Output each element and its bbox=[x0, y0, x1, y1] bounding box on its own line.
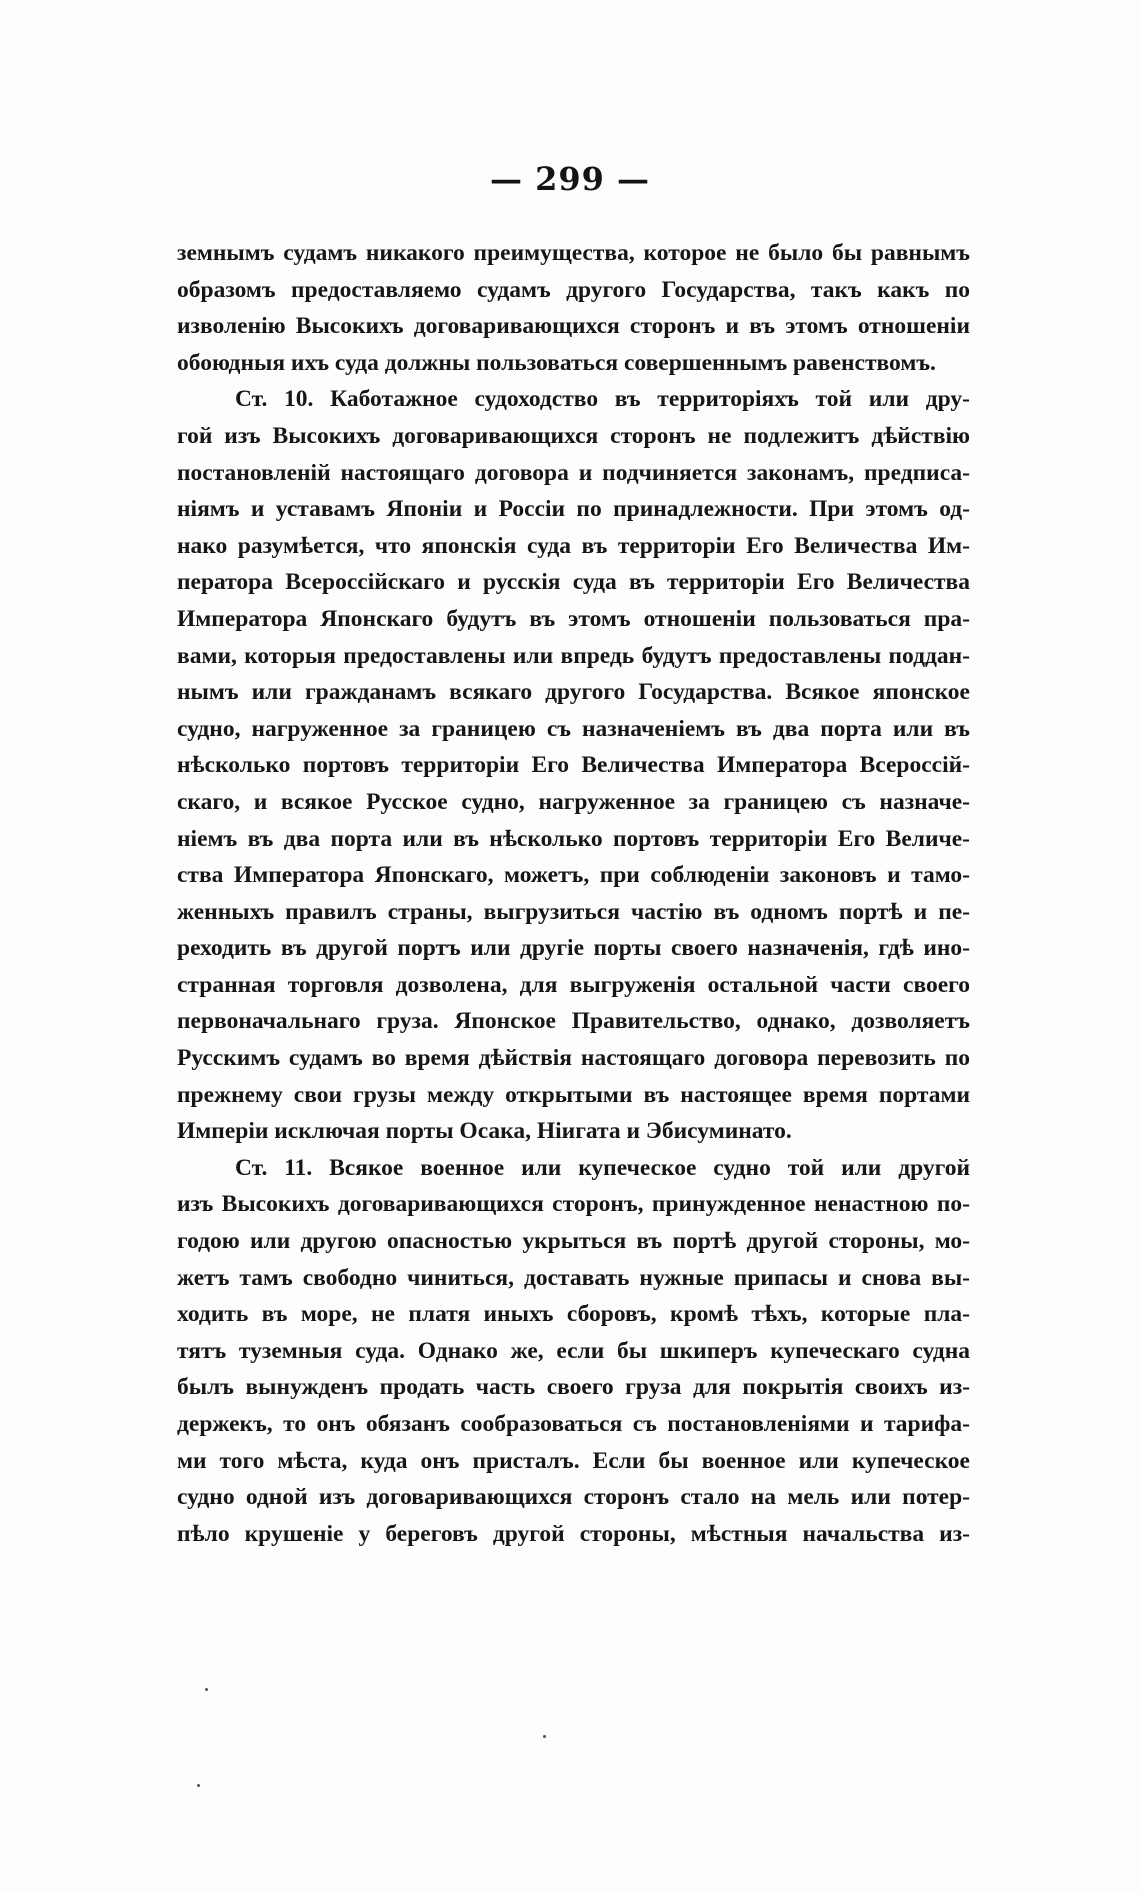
text-line: изволенію Высокихъ договаривающихся сторонъ и въ этомъ отношеніи bbox=[177, 313, 970, 340]
text-line: годою или другою опасностью укрыться въ портѣ другой стороны, мо- bbox=[177, 1228, 970, 1255]
text-line: держекъ, то онъ обязанъ сообразоваться съ постановленіями и тарифа- bbox=[177, 1411, 970, 1437]
text-line: былъ вынужденъ продать часть своего груза для покрытія своихъ из- bbox=[177, 1374, 970, 1401]
scan-speck bbox=[197, 1784, 200, 1787]
text-line: тятъ туземныя суда. Однако же, если бы шкиперъ купеческаго судна bbox=[177, 1337, 970, 1364]
body-text bbox=[177, 235, 970, 1552]
text-line: Русскимъ судамъ во время дѣйствія настоящаго договора перевозить по bbox=[177, 1045, 970, 1072]
text-line: ходить въ море, не платя иныхъ сборовъ, кромѣ тѣхъ, которые пла- bbox=[177, 1301, 970, 1328]
text-line: прежнему свои грузы между открытыми въ настоящее время портами bbox=[177, 1081, 970, 1108]
text-line: вами, которыя предоставлены или впредь будутъ предоставлены поддан- bbox=[177, 642, 970, 669]
text-line: судно, нагруженное за границею съ назначеніемъ въ два порта или въ bbox=[177, 715, 970, 742]
text-line: странная торговля дозволена, для выгруженія остальной части своего bbox=[177, 971, 970, 998]
text-line: образомъ предоставляемо судамъ другого Государства, такъ какъ по bbox=[177, 276, 970, 303]
text-line: Имперіи исключая порты Осака, Ніигата и Эбисуминато. bbox=[177, 1118, 792, 1145]
page-number: — 299 — bbox=[489, 160, 651, 198]
text-line: судно одной изъ договаривающихся сторонъ стало на мель или потер- bbox=[177, 1484, 970, 1511]
article-11-heading-line: Ст. 11. Всякое военное или купеческое судно той или другой bbox=[235, 1154, 970, 1181]
text-line: нако разумѣется, что японскія суда въ территоріи Его Величества Им- bbox=[177, 532, 970, 559]
text-line: земнымъ судамъ никакого преимущества, которое не было бы равнымъ bbox=[177, 240, 970, 266]
text-line: постановленій настоящаго договора и подчиняется законамъ, предписа- bbox=[177, 459, 970, 486]
text-line: ніемъ въ два порта или въ нѣсколько портовъ территоріи Его Величе- bbox=[177, 825, 970, 852]
text-line: изъ Высокихъ договаривающихся сторонъ, принужденное ненастною по- bbox=[177, 1191, 970, 1218]
text-line: ніямъ и уставамъ Японіи и Россіи по принадлежности. При этомъ од- bbox=[177, 496, 970, 523]
text-line: нымъ или гражданамъ всякаго другого Государства. Всякое японское bbox=[177, 679, 970, 706]
text-line: ператора Всероссійскаго и русскія суда въ территоріи Его Величества bbox=[177, 569, 970, 596]
text-line: жетъ тамъ свободно чиниться, доставать нужные припасы и снова вы- bbox=[177, 1264, 970, 1291]
text-line: ства Императора Японскаго, можетъ, при соблюденіи законовъ и тамо- bbox=[177, 862, 970, 889]
text-line: обоюдныя ихъ суда должны пользоваться совершеннымъ равенствомъ. bbox=[177, 349, 936, 376]
text-line: нѣсколько портовъ территоріи Его Величества Императора Всероссій- bbox=[177, 752, 970, 779]
text-line: первоначальнаго груза. Японское Правительство, однако, дозволяетъ bbox=[177, 1008, 970, 1035]
text-line: Императора Японскаго будутъ въ этомъ отношеніи пользоваться пра- bbox=[177, 605, 970, 632]
text-line: гой изъ Высокихъ договаривающихся сторонъ не подлежитъ дѣйствію bbox=[177, 422, 970, 449]
scan-speck bbox=[543, 1735, 546, 1738]
text-line: ми того мѣста, куда онъ присталъ. Если бы военное или купеческое bbox=[177, 1447, 970, 1474]
scan-speck bbox=[205, 1688, 208, 1691]
text-line: пѣло крушеніе у береговъ другой стороны, мѣстныя начальства из- bbox=[177, 1520, 970, 1547]
text-line: женныхъ правилъ страны, выгрузиться частію въ одномъ портѣ и пе- bbox=[177, 898, 970, 925]
article-10-heading-line: Ст. 10. Каботажное судоходство въ территоріяхъ той или дру- bbox=[235, 386, 970, 413]
text-line: скаго, и всякое Русское судно, нагруженное за границею съ назначе- bbox=[177, 788, 970, 815]
text-line: реходить въ другой портъ или другіе порты своего назначенія, гдѣ ино- bbox=[177, 935, 970, 962]
